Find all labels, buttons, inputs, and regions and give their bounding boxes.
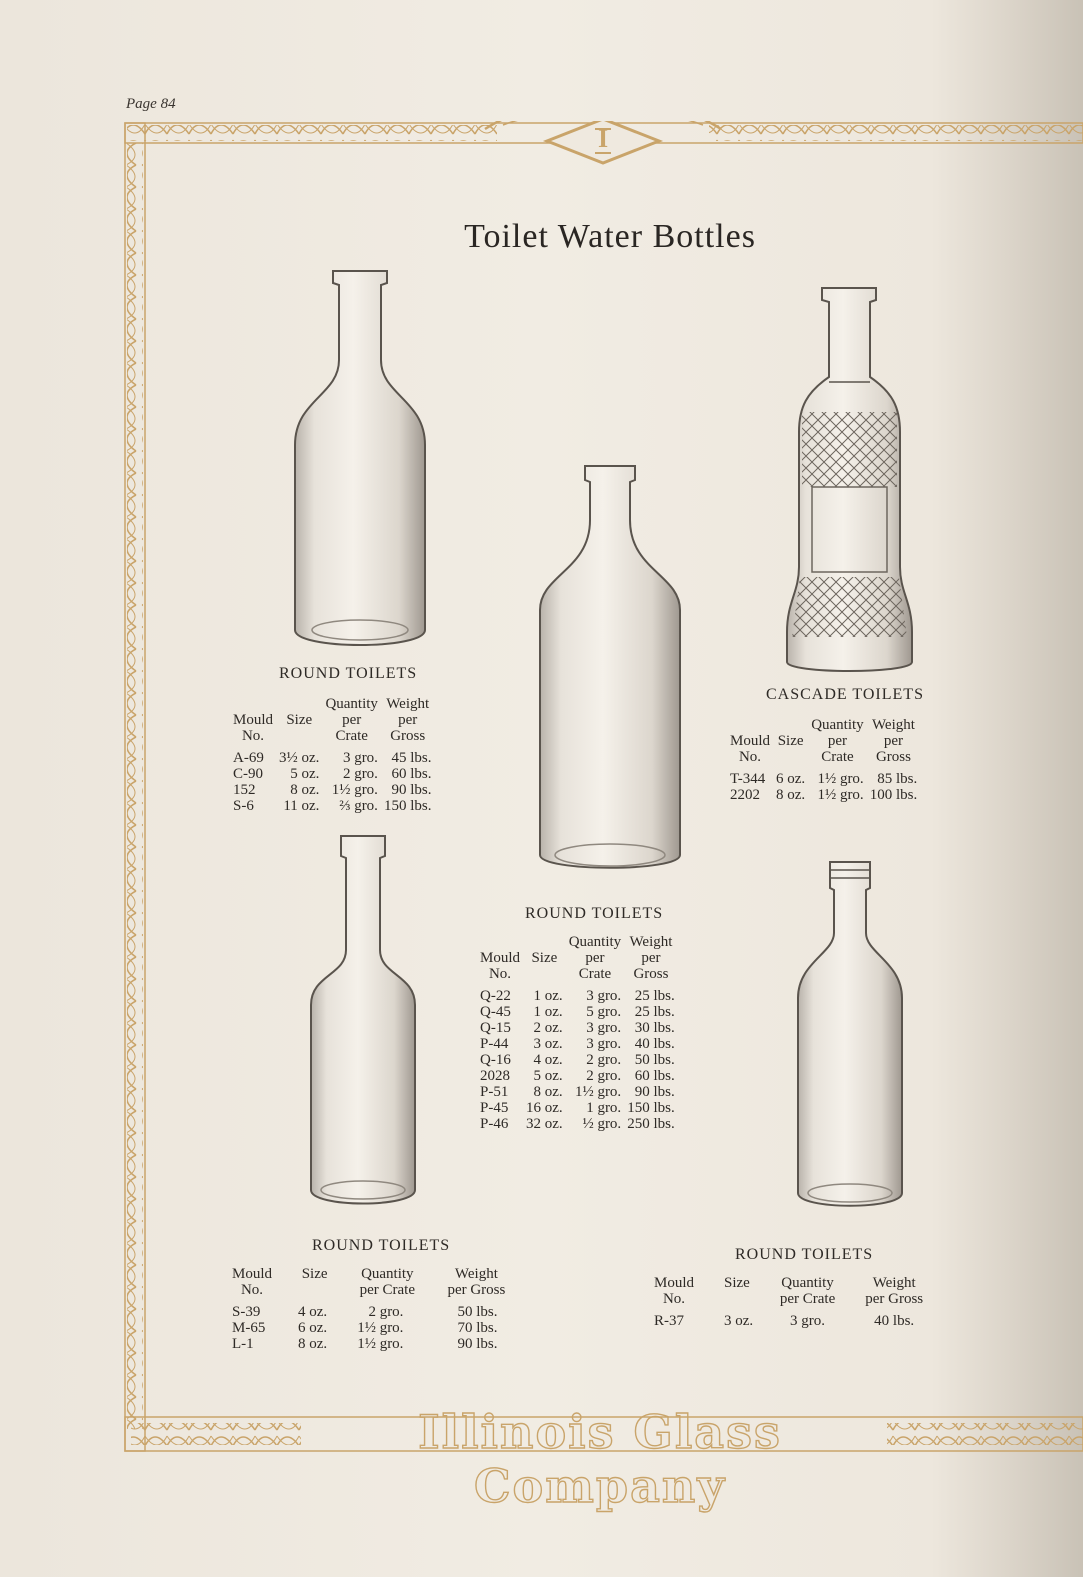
col-size: Size — [301, 1266, 328, 1282]
col-weight: Weight per Gross — [871, 717, 915, 765]
col-weight: Weight per Gross — [865, 1275, 924, 1307]
col-size: Size — [777, 733, 804, 749]
col-weight: Weight per Gross — [629, 934, 673, 982]
bottle-round-tall — [285, 265, 435, 660]
caption-round-toilets-a: ROUND TOILETS — [279, 665, 418, 682]
col-quantity: Quantity per Crate — [359, 1266, 415, 1298]
table-row: 2028 5 oz. 2 gro. 60 lbs. — [480, 1068, 675, 1084]
col-weight: Weight per Gross — [447, 1266, 506, 1298]
table-row: Q-45 1 oz. 5 gro. 25 lbs. — [480, 1004, 675, 1020]
col-quantity: Quantity per Crate — [325, 696, 378, 744]
bottle-round-right-lower — [790, 858, 910, 1218]
table-row: S-39 4 oz. 2 gro. 50 lbs. — [232, 1304, 498, 1320]
table-round-toilets-c — [232, 1266, 511, 1352]
table-header-row — [233, 696, 437, 750]
col-size: Size — [531, 950, 558, 966]
table-cascade-toilets — [730, 717, 923, 803]
caption-round-toilets-c: ROUND TOILETS — [312, 1237, 451, 1254]
table-row: P-44 3 oz. 3 gro. 40 lbs. — [480, 1036, 675, 1052]
col-mould: Mould No. — [730, 733, 771, 765]
table-row: P-46 32 oz. ½ gro. 250 lbs. — [480, 1116, 675, 1132]
col-mould: Mould No. — [233, 712, 274, 744]
table-row: C-90 5 oz. 2 gro. 60 lbs. — [233, 766, 432, 782]
table-round-toilets-a — [233, 696, 437, 814]
table-header-row — [654, 1275, 929, 1313]
table-header-row — [480, 934, 681, 988]
bottle-round-left-lower — [303, 830, 423, 1215]
emblem-letter: I — [597, 124, 609, 153]
caption-round-toilets-d: ROUND TOILETS — [735, 1246, 874, 1263]
table-round-toilets-b — [480, 934, 681, 1132]
table-row: P-51 8 oz. 1½ gro. 90 lbs. — [480, 1084, 675, 1100]
col-mould: Mould No. — [232, 1266, 273, 1298]
table-row: L-1 8 oz. 1½ gro. 90 lbs. — [232, 1336, 498, 1352]
bottle-cascade — [782, 282, 917, 680]
col-quantity: Quantity per Crate — [568, 934, 622, 982]
table-header-row — [730, 717, 923, 771]
table-row: R-37 3 oz. 3 gro. 40 lbs. — [654, 1313, 915, 1329]
table-row: T-344 6 oz. 1½ gro. 85 lbs. — [730, 771, 918, 787]
table-row: Q-22 1 oz. 3 gro. 25 lbs. — [480, 988, 675, 1004]
page-number: Page 84 — [126, 96, 176, 112]
col-quantity: Quantity per Crate — [811, 717, 864, 765]
col-mould: Mould No. — [480, 950, 521, 982]
table-row: Q-15 2 oz. 3 gro. 30 lbs. — [480, 1020, 675, 1036]
table-round-toilets-d — [654, 1275, 929, 1329]
page-title: Toilet Water Bottles — [464, 218, 756, 255]
col-mould: Mould No. — [654, 1275, 695, 1307]
col-size: Size — [724, 1275, 750, 1291]
table-row: 152 8 oz. 1½ gro. 90 lbs. — [233, 782, 432, 798]
col-size: Size — [286, 712, 313, 728]
caption-round-toilets-b: ROUND TOILETS — [525, 905, 664, 922]
table-header-row — [232, 1266, 511, 1304]
table-row: S-6 11 oz. ⅔ gro. 150 lbs. — [233, 798, 432, 814]
col-weight: Weight per Gross — [386, 696, 430, 744]
bottle-round-center — [530, 460, 690, 880]
table-row: P-45 16 oz. 1 gro. 150 lbs. — [480, 1100, 675, 1116]
table-row: 2202 8 oz. 1½ gro. 100 lbs. — [730, 787, 918, 803]
caption-cascade-toilets: CASCADE TOILETS — [766, 686, 924, 703]
table-row: Q-16 4 oz. 2 gro. 50 lbs. — [480, 1052, 675, 1068]
col-quantity: Quantity per Crate — [779, 1275, 836, 1307]
table-row: A-69 3½ oz. 3 gro. 45 lbs. — [233, 750, 432, 766]
company-name: Illinois Glass Company — [418, 1405, 782, 1513]
table-row: M-65 6 oz. 1½ gro. 70 lbs. — [232, 1320, 498, 1336]
